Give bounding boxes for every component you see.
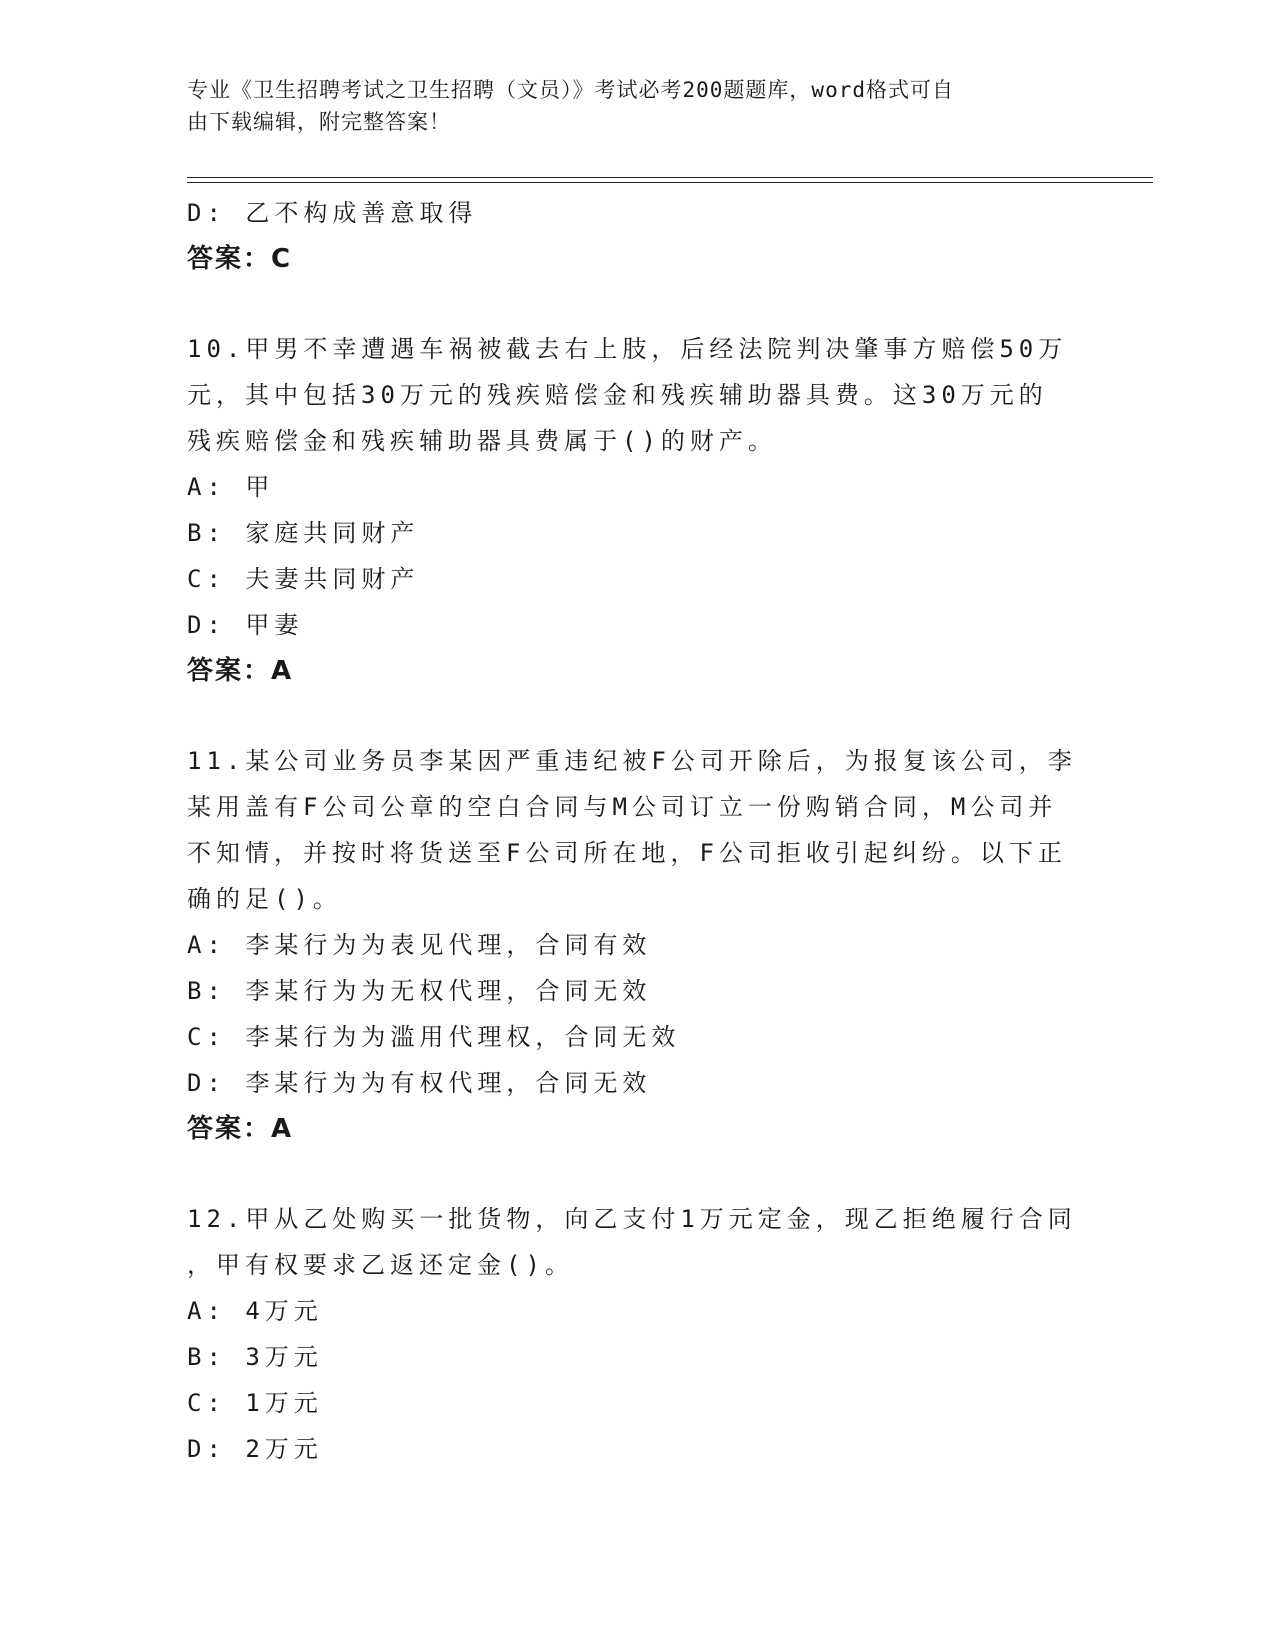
question-10-text: [187, 326, 1087, 464]
question-10-line: 10.甲男不幸遭遇车祸被截去右上肢，后经法院判决肇事方赔偿50万: [187, 335, 1068, 363]
document-body: [187, 190, 1087, 1472]
question-12-line: ，甲有权要求乙返还定金()。: [187, 1251, 574, 1279]
question-10-option-b: B: 家庭共同财产: [187, 519, 420, 547]
spacer: [187, 1152, 1087, 1196]
question-11-option-c: C: 李某行为为滥用代理权，合同无效: [187, 1023, 681, 1051]
question-11-option-d: D: 李某行为为有权代理，合同无效: [187, 1069, 652, 1097]
spacer: [187, 694, 1087, 738]
question-12-line: 12.甲从乙处购买一批货物，向乙支付1万元定金，现乙拒绝履行合同: [187, 1205, 1077, 1233]
question-11-text: [187, 738, 1087, 922]
question-11-line: 11.某公司业务员李某因严重违纪被F公司开除后，为报复该公司，李: [187, 747, 1077, 775]
question-11-option-a: A: 李某行为为表见代理，合同有效: [187, 931, 652, 959]
question-10-option-c: C: 夫妻共同财产: [187, 565, 420, 593]
header-divider-bottom: [187, 182, 1153, 183]
question-10-option-d: D: 甲妻: [187, 611, 304, 639]
question-11-line: 不知情，并按时将货送至F公司所在地，F公司拒收引起纠纷。以下正: [187, 839, 1067, 867]
header-line-1: 专业《卫生招聘考试之卫生招聘（文员）》考试必考200题题库，word格式可自: [187, 78, 954, 102]
question-12-option-b: B: 3万元: [187, 1343, 323, 1371]
question-10-option-a: A: 甲: [187, 473, 275, 501]
spacer: [187, 282, 1087, 326]
question-10-answer: 答案：A: [187, 656, 294, 686]
document-header: [187, 74, 1067, 138]
question-11-option-b: B: 李某行为为无权代理，合同无效: [187, 977, 652, 1005]
question-10-line: 元，其中包括30万元的残疾赔偿金和残疾辅助器具费。这30万元的: [187, 381, 1048, 409]
question-11-line: 某用盖有F公司公章的空白合同与M公司订立一份购销合同，M公司并: [187, 793, 1058, 821]
question-10-line: 残疾赔偿金和残疾辅助器具费属于()的财产。: [187, 427, 777, 455]
header-divider-top: [187, 177, 1153, 178]
prev-option-d: D: 乙不构成善意取得: [187, 199, 478, 227]
question-11-line: 确的足()。: [187, 885, 342, 913]
question-11-answer: 答案：A: [187, 1114, 294, 1144]
prev-answer: 答案：C: [187, 244, 293, 274]
question-12-option-c: C: 1万元: [187, 1389, 323, 1417]
question-12-text: [187, 1196, 1087, 1288]
header-line-2: 由下载编辑，附完整答案！: [187, 110, 451, 134]
question-12-option-a: A: 4万元: [187, 1297, 323, 1325]
question-12-option-d: D: 2万元: [187, 1435, 323, 1463]
